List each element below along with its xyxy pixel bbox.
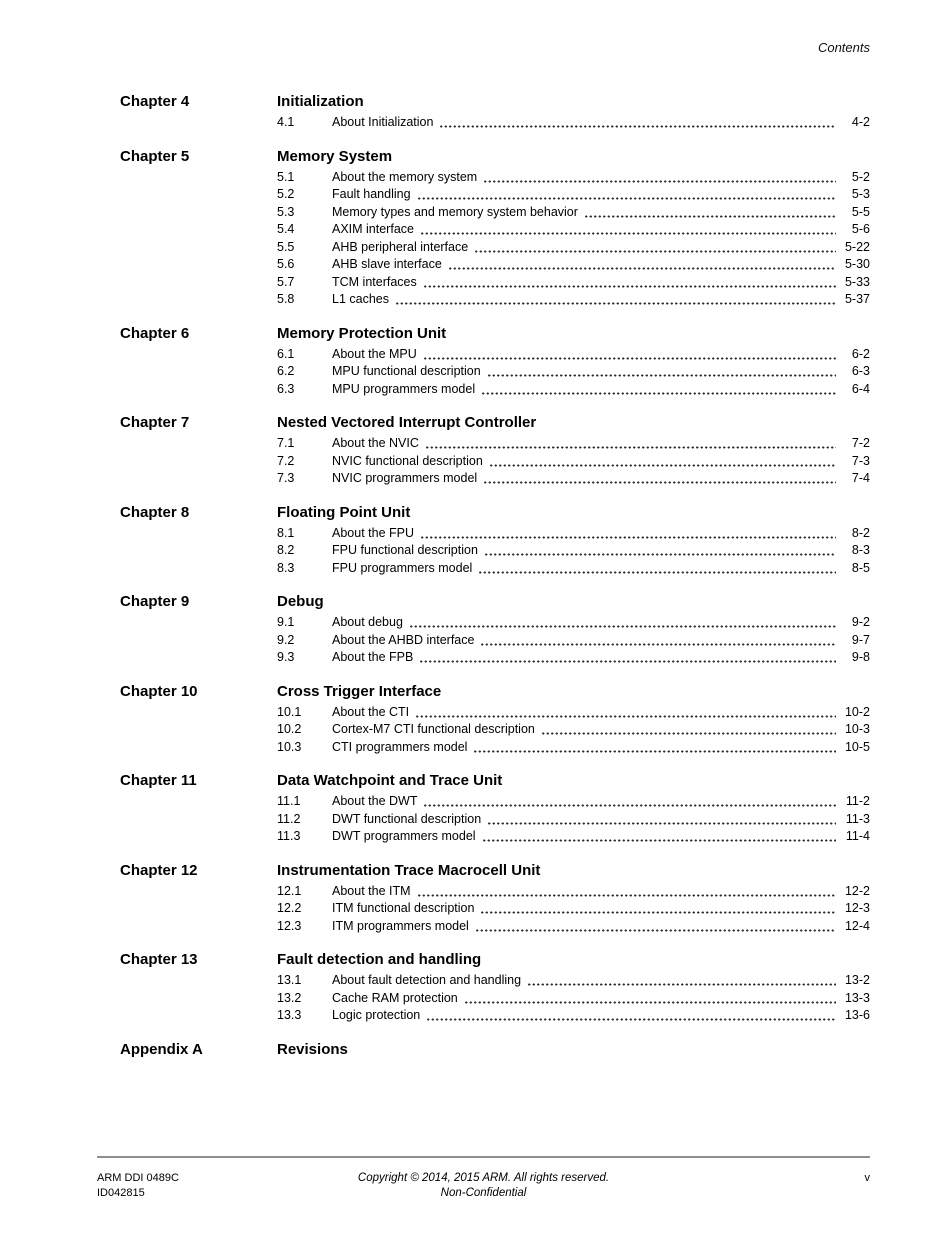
chapter-label: Chapter 4 bbox=[120, 93, 190, 110]
section-number: 9.1 bbox=[277, 615, 295, 629]
section-number: 13.1 bbox=[277, 973, 302, 987]
toc-entry-link[interactable] bbox=[277, 381, 870, 399]
section-number: 5.7 bbox=[277, 274, 295, 289]
section-page-number: 5-6 bbox=[851, 222, 870, 236]
dot-leader bbox=[473, 739, 836, 753]
dot-leader bbox=[425, 435, 836, 449]
section-page-number: 13-2 bbox=[844, 973, 870, 987]
section-title: Fault handling bbox=[332, 187, 411, 201]
section-page-number: 12-3 bbox=[844, 901, 870, 915]
toc-entry-link[interactable] bbox=[277, 739, 870, 757]
dot-leader bbox=[527, 972, 836, 986]
section-title: About the ITM bbox=[332, 883, 411, 898]
toc-entry-link[interactable] bbox=[277, 239, 870, 257]
toc-chapter-block bbox=[120, 593, 870, 667]
section-title: CTI programmers model bbox=[332, 739, 468, 754]
toc-chapter-block bbox=[120, 951, 870, 1025]
chapter-body bbox=[277, 862, 870, 936]
table-of-contents bbox=[120, 93, 870, 1078]
section-title: Logic protection bbox=[332, 1008, 421, 1022]
dot-leader bbox=[448, 256, 836, 270]
section-page-number: 10-5 bbox=[844, 739, 870, 754]
toc-entry-link[interactable] bbox=[277, 828, 870, 846]
toc-entry-link[interactable] bbox=[277, 453, 870, 471]
chapter-label: Chapter 10 bbox=[120, 682, 198, 700]
section-title: About the DWT bbox=[332, 794, 418, 808]
section-title: FPU functional description bbox=[332, 543, 478, 557]
section-number: 6.1 bbox=[277, 346, 295, 361]
section-page-number: 9-8 bbox=[851, 650, 870, 664]
section-number: 8.1 bbox=[277, 525, 295, 540]
section-page-number: 6-4 bbox=[851, 381, 870, 396]
toc-entry-link[interactable] bbox=[277, 883, 870, 901]
page-number: v bbox=[864, 1172, 870, 1184]
section-page-number: 5-37 bbox=[844, 292, 870, 306]
toc-entry-link[interactable] bbox=[277, 169, 870, 187]
toc-entry-link[interactable] bbox=[277, 632, 870, 650]
section-page-number: 12-2 bbox=[844, 883, 870, 898]
section-number: 11.3 bbox=[277, 829, 301, 843]
dot-leader bbox=[487, 363, 836, 377]
toc-entry-link[interactable] bbox=[277, 560, 870, 578]
chapter-sections bbox=[277, 704, 870, 757]
chapter-label: Appendix A bbox=[120, 1040, 203, 1058]
section-page-number: 5-5 bbox=[851, 204, 870, 219]
section-title: About debug bbox=[332, 615, 403, 629]
toc-entry-link[interactable] bbox=[277, 204, 870, 222]
toc-chapter-block bbox=[120, 683, 870, 757]
section-number: 10.1 bbox=[277, 704, 302, 719]
section-page-number: 8-5 bbox=[851, 560, 870, 575]
doc-id: ARM DDI 0489C bbox=[97, 1172, 179, 1184]
toc-entry-link[interactable] bbox=[277, 918, 870, 936]
section-number: 12.2 bbox=[277, 901, 302, 915]
dot-leader bbox=[423, 346, 836, 360]
section-title: NVIC functional description bbox=[332, 453, 483, 468]
toc-entry-link[interactable] bbox=[277, 990, 870, 1008]
section-title: About the CTI bbox=[332, 704, 410, 719]
section-page-number: 8-3 bbox=[851, 543, 870, 557]
toc-entry-link[interactable] bbox=[277, 435, 870, 453]
toc-entry-link[interactable] bbox=[277, 346, 870, 364]
section-number: 6.2 bbox=[277, 364, 295, 378]
section-page-number: 5-22 bbox=[844, 239, 870, 254]
section-number: 5.1 bbox=[277, 169, 295, 184]
dot-leader bbox=[484, 542, 836, 556]
chapter-label: Chapter 9 bbox=[120, 593, 190, 610]
chapter-label: Chapter 5 bbox=[120, 147, 190, 165]
section-number: 5.5 bbox=[277, 239, 295, 254]
chapter-title-link[interactable]: Revisions bbox=[277, 1040, 348, 1058]
toc-entry-link[interactable] bbox=[277, 1007, 870, 1025]
dot-leader bbox=[475, 918, 836, 932]
section-title: MPU programmers model bbox=[332, 381, 476, 396]
section-page-number: 9-2 bbox=[851, 615, 870, 629]
toc-entry-link[interactable] bbox=[277, 793, 870, 811]
section-number: 10.3 bbox=[277, 739, 302, 754]
toc-chapter-block bbox=[120, 772, 870, 846]
section-page-number: 6-3 bbox=[851, 364, 870, 378]
section-number: 8.3 bbox=[277, 560, 295, 575]
section-page-number: 5-2 bbox=[851, 169, 870, 184]
chapter-body bbox=[277, 951, 870, 1025]
toc-entry-link[interactable] bbox=[277, 256, 870, 274]
chapter-title-link[interactable]: Memory Protection Unit bbox=[277, 324, 447, 342]
section-title: DWT functional description bbox=[332, 811, 482, 826]
section-title: About Initialization bbox=[332, 115, 434, 129]
chapter-sections bbox=[277, 972, 870, 1025]
section-number: 5.8 bbox=[277, 292, 295, 306]
chapter-sections bbox=[277, 525, 870, 578]
section-page-number: 11-2 bbox=[845, 794, 870, 808]
toc-entry-link[interactable] bbox=[277, 972, 870, 990]
dot-leader bbox=[419, 649, 836, 663]
section-page-number: 10-3 bbox=[844, 722, 870, 736]
toc-entry-link[interactable] bbox=[277, 221, 870, 239]
dot-leader bbox=[420, 221, 836, 235]
section-page-number: 7-3 bbox=[851, 453, 870, 468]
section-title: MPU functional description bbox=[332, 364, 481, 378]
dot-leader bbox=[482, 828, 836, 842]
toc-entry-link[interactable] bbox=[277, 811, 870, 829]
dot-leader bbox=[415, 704, 836, 718]
section-number: 7.2 bbox=[277, 453, 295, 468]
section-number: 10.2 bbox=[277, 722, 302, 736]
section-title: About the memory system bbox=[332, 169, 478, 184]
toc-chapter-block bbox=[120, 862, 870, 936]
section-page-number: 11-3 bbox=[845, 811, 870, 826]
dot-leader bbox=[483, 470, 836, 484]
section-number: 5.3 bbox=[277, 204, 295, 219]
chapter-body bbox=[277, 593, 870, 667]
section-title: NVIC programmers model bbox=[332, 471, 478, 485]
toc-entry-link[interactable] bbox=[277, 363, 870, 381]
section-title: About the FPB bbox=[332, 650, 414, 664]
toc-chapter-block bbox=[120, 414, 870, 488]
toc-chapter-block bbox=[120, 93, 870, 132]
section-title: About the FPU bbox=[332, 525, 414, 540]
chapter-title-link[interactable]: Fault detection and handling bbox=[277, 951, 482, 968]
chapter-label: Chapter 7 bbox=[120, 414, 190, 431]
toc-entry-link[interactable] bbox=[277, 614, 870, 632]
section-number: 7.3 bbox=[277, 471, 295, 485]
section-page-number: 11-4 bbox=[845, 829, 870, 843]
toc-entry-link[interactable] bbox=[277, 291, 870, 309]
section-page-number: 5-33 bbox=[844, 274, 870, 289]
section-number: 5.4 bbox=[277, 222, 295, 236]
section-page-number: 6-2 bbox=[851, 346, 870, 361]
dot-leader bbox=[464, 990, 836, 1004]
section-title: DWT programmers model bbox=[332, 829, 476, 843]
section-number: 13.3 bbox=[277, 1008, 302, 1022]
chapter-title-link[interactable]: Memory System bbox=[277, 147, 393, 165]
toc-chapter-block bbox=[120, 148, 870, 309]
section-page-number: 12-4 bbox=[844, 918, 870, 933]
chapter-sections bbox=[277, 169, 870, 309]
chapter-body bbox=[277, 683, 870, 757]
dot-leader bbox=[480, 900, 836, 914]
chapter-body bbox=[277, 325, 870, 399]
page-footer bbox=[97, 1171, 870, 1200]
dot-leader bbox=[423, 274, 836, 288]
section-number: 6.3 bbox=[277, 381, 295, 396]
section-title: AHB peripheral interface bbox=[332, 239, 469, 254]
section-page-number: 7-4 bbox=[851, 471, 870, 485]
section-number: 12.3 bbox=[277, 918, 302, 933]
dot-leader bbox=[417, 186, 836, 200]
section-number: 9.3 bbox=[277, 650, 295, 664]
dot-leader bbox=[478, 560, 836, 574]
dot-leader bbox=[426, 1007, 836, 1021]
footer-page-number bbox=[700, 1171, 870, 1200]
dot-leader bbox=[541, 721, 836, 735]
toc-chapter-block bbox=[120, 504, 870, 578]
toc-chapter-block bbox=[120, 1041, 870, 1062]
copyright-line: Copyright © 2014, 2015 ARM. All rights reserved. bbox=[357, 1172, 610, 1184]
chapter-sections bbox=[277, 614, 870, 667]
section-title: About the AHBD interface bbox=[332, 632, 475, 647]
chapter-sections bbox=[277, 883, 870, 936]
section-title: AHB slave interface bbox=[332, 257, 442, 271]
section-page-number: 4-2 bbox=[851, 115, 870, 129]
toc-entry-link[interactable] bbox=[277, 542, 870, 560]
section-title: AXIM interface bbox=[332, 222, 414, 236]
toc-entry-link[interactable] bbox=[277, 525, 870, 543]
chapter-label: Chapter 12 bbox=[120, 861, 198, 879]
section-number: 4.1 bbox=[277, 115, 295, 129]
section-page-number: 13-3 bbox=[844, 990, 870, 1005]
chapter-label: Chapter 6 bbox=[120, 324, 190, 342]
section-page-number: 9-7 bbox=[851, 632, 870, 647]
dot-leader bbox=[480, 632, 836, 646]
footer-doc-reference bbox=[97, 1171, 267, 1200]
section-title: Memory types and memory system behavior bbox=[332, 204, 578, 219]
toc-entry-link[interactable] bbox=[277, 114, 870, 132]
chapter-sections bbox=[277, 114, 870, 132]
toc-entry-link[interactable] bbox=[277, 900, 870, 918]
dot-leader bbox=[584, 204, 836, 218]
toc-entry-link[interactable] bbox=[277, 649, 870, 667]
section-title: TCM interfaces bbox=[332, 274, 417, 289]
section-number: 5.6 bbox=[277, 257, 295, 271]
section-number: 9.2 bbox=[277, 632, 295, 647]
section-title: About the MPU bbox=[332, 346, 417, 361]
section-page-number: 5-3 bbox=[851, 187, 870, 201]
section-page-number: 13-6 bbox=[844, 1008, 870, 1022]
toc-entry-link[interactable] bbox=[277, 704, 870, 722]
dot-leader bbox=[409, 614, 836, 628]
dot-leader bbox=[417, 883, 836, 897]
toc-entry-link[interactable] bbox=[277, 721, 870, 739]
section-title: About fault detection and handling bbox=[332, 973, 522, 987]
chapter-title-link[interactable]: Initialization bbox=[277, 93, 364, 110]
toc-entry-link[interactable] bbox=[277, 470, 870, 488]
dot-leader bbox=[474, 239, 836, 253]
section-number: 11.2 bbox=[277, 811, 301, 826]
dot-leader bbox=[481, 381, 836, 395]
chapter-body bbox=[277, 148, 870, 309]
chapter-label: Chapter 11 bbox=[120, 772, 197, 789]
doc-ref: ID042815 bbox=[97, 1186, 145, 1199]
confidentiality-line: Non-Confidential bbox=[440, 1186, 527, 1199]
chapter-title-link[interactable]: Cross Trigger Interface bbox=[277, 682, 442, 700]
dot-leader bbox=[420, 525, 836, 539]
chapter-sections bbox=[277, 793, 870, 846]
section-title: ITM programmers model bbox=[332, 918, 469, 933]
section-title: Cache RAM protection bbox=[332, 990, 458, 1005]
dot-leader bbox=[439, 114, 836, 128]
dot-leader bbox=[395, 291, 836, 305]
chapter-title-link[interactable]: Data Watchpoint and Trace Unit bbox=[277, 772, 503, 789]
chapter-sections bbox=[277, 346, 870, 399]
section-title: Cortex-M7 CTI functional description bbox=[332, 722, 535, 736]
section-title: L1 caches bbox=[332, 292, 389, 306]
chapter-body bbox=[277, 414, 870, 488]
dot-leader bbox=[423, 793, 836, 807]
contents-running-header: Contents bbox=[817, 40, 870, 55]
chapter-title-link[interactable]: Nested Vectored Interrupt Controller bbox=[277, 414, 537, 431]
chapter-body bbox=[277, 93, 870, 132]
section-number: 13.2 bbox=[277, 990, 302, 1005]
chapter-label: Chapter 13 bbox=[120, 951, 198, 968]
chapter-sections bbox=[277, 435, 870, 488]
section-number: 5.2 bbox=[277, 187, 295, 201]
section-number: 7.1 bbox=[277, 436, 295, 450]
dot-leader bbox=[489, 453, 836, 467]
chapter-title-link[interactable]: Debug bbox=[277, 593, 324, 610]
section-page-number: 7-2 bbox=[851, 436, 870, 450]
toc-chapter-block bbox=[120, 325, 870, 399]
section-number: 11.1 bbox=[277, 794, 301, 808]
dot-leader bbox=[487, 811, 836, 825]
section-page-number: 10-2 bbox=[844, 704, 870, 719]
section-page-number: 5-30 bbox=[844, 257, 870, 271]
toc-entry-link[interactable] bbox=[277, 274, 870, 292]
dot-leader bbox=[483, 169, 836, 183]
section-number: 12.1 bbox=[277, 883, 302, 898]
toc-entry-link[interactable] bbox=[277, 186, 870, 204]
chapter-title-link[interactable]: Instrumentation Trace Macrocell Unit bbox=[277, 861, 541, 879]
section-title: FPU programmers model bbox=[332, 560, 473, 575]
chapter-title-link[interactable]: Floating Point Unit bbox=[277, 503, 411, 521]
chapter-body bbox=[277, 1041, 870, 1062]
chapter-body bbox=[277, 772, 870, 846]
section-page-number: 8-2 bbox=[851, 525, 870, 540]
chapter-label: Chapter 8 bbox=[120, 503, 190, 521]
footer-copyright bbox=[267, 1171, 700, 1200]
section-number: 8.2 bbox=[277, 543, 295, 557]
section-title: ITM functional description bbox=[332, 901, 475, 915]
footer-divider bbox=[97, 1156, 870, 1158]
section-title: About the NVIC bbox=[332, 436, 419, 450]
chapter-body bbox=[277, 504, 870, 578]
